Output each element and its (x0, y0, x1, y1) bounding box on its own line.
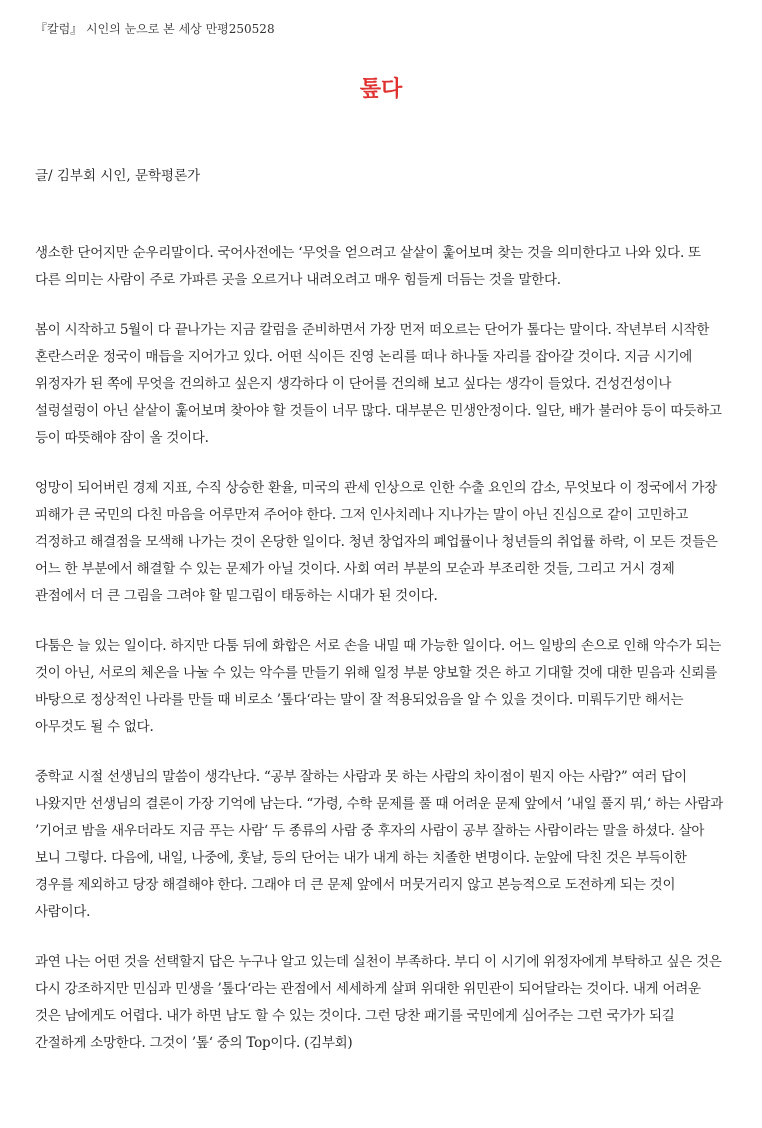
author-byline: 글/ 김부회 시인, 문학평론가 (35, 168, 201, 184)
article-paragraph-4: 다툼은 늘 있는 일이다. 하지만 다툼 뒤에 화합은 서로 손을 내밀 때 가능한 일이다. 어느 일방의 손으로 인해 악수가 되는 것이 아닌, 서로의 체온을 나눌 수 있는 악수를 만들기 위해 일정 부분 양보할 것은 하고 기대할 것에 대한 믿음과 신뢰를 바탕으로 정상적인 나라를 만들 때 비로소 ’톺다‘라는 말이 잘 적용되었음을 알 수 있을 것이다. 미뤄두기만 해서는 아무것도 될 수 없다. (35, 638, 722, 735)
article-title: 톺다 (359, 76, 403, 102)
article-paragraph-6: 과연 나는 어떤 것을 선택할지 답은 누구나 알고 있는데 실천이 부족하다. 부디 이 시기에 위정자에게 부탁하고 싶은 것은 다시 강조하지만 민심과 민생을 ’톺다‘라는 관점에서 세세하게 살펴 위대한 위민관이 되어달라는 것이다. 내게 어려운 것은 남에게도 어렵다. 내가 하면 남도 할 수 있는 것이다. 그런 당찬 패기를 국민에게 심어주는 그런 국가가 되길 간절하게 소망한다. 그것이 ’톺‘ 중의 Top이다. (김부회) (35, 954, 722, 1051)
column-header: 『칼럼』 시인의 눈으로 본 세상 만평250528 (35, 22, 275, 36)
article-paragraph-5: 중학교 시절 선생님의 말씀이 생각난다. “공부 잘하는 사람과 못 하는 사람의 차이점이 뭔지 아는 사람?” 여러 답이 나왔지만 선생님의 결론이 가장 기억에 남는다. “가령, 수학 문제를 풀 때 어려운 문제 앞에서 ’내일 풀지 뭐,‘ 하는 사람과 ’기어코 밤을 새우더라도 지금 푸는 사람‘ 두 종류의 사람 중 후자의 사람이 공부 잘하는 사람이라는 말을 하셨다. 살아 보니 그렇다. 다음에, 내일, 나중에, 훗날, 등의 단어는 내가 내게 하는 치졸한 변명이다. 눈앞에 닥친 것은 부득이한 경우를 제외하고 당장 해결해야 한다. 그래야 더 큰 문제 앞에서 머뭇거리지 않고 본능적으로 도전하게 되는 것이 사람이다. (35, 769, 723, 920)
article-paragraph-2: 봄이 시작하고 5월이 다 끝나가는 지금 칼럼을 준비하면서 가장 먼저 떠오르는 단어가 톺다는 말이다. 작년부터 시작한 혼란스러운 정국이 매듭을 지어가고 있다. 어떤 식이든 진영 논리를 떠나 하나둘 자리를 잡아갈 것이다. 지금 시기에 위정자가 된 쪽에 무엇을 건의하고 싶은지 생각하다 이 단어를 건의해 보고 싶다는 생각이 들었다. 건성건성이나 설렁설렁이 아닌 샅샅이 훑어보며 찾아야 할 것들이 너무 많다. 대부분은 민생안정이다. 일단, 배가 불러야 등이 따듯하고 등이 따뜻해야 잠이 올 것이다. (35, 322, 722, 446)
article-body (35, 240, 727, 1080)
article-paragraph-1: 생소한 단어지만 순우리말이다. 국어사전에는 ‘무엇을 얻으려고 샅샅이 훑어보며 찾는 것을 의미한다고 나와 있다. 또 다른 의미는 사람이 주로 가파른 곳을 오르거나 내려오려고 매우 힘들게 더듬는 것을 말한다. (35, 245, 701, 288)
article-paragraph-3: 엉망이 되어버린 경제 지표, 수직 상승한 환율, 미국의 관세 인상으로 인한 수출 요인의 감소, 무엇보다 이 정국에서 가장 피해가 큰 국민의 다친 마음을 어루만져 주어야 한다. 그저 인사치레나 지나가는 말이 아닌 진심으로 같이 고민하고 걱정하고 해결점을 모색해 나가는 것이 온당한 일이다. 청년 창업자의 폐업률이나 청년들의 취업률 하락, 이 모든 것들은 어느 한 부분에서 해결할 수 있는 문제가 아닐 것이다. 사회 여러 부분의 모순과 부조리한 것들, 그리고 거시 경제 관점에서 더 큰 그림을 그려야 할 밑그림이 태동하는 시대가 된 것이다. (35, 480, 718, 604)
